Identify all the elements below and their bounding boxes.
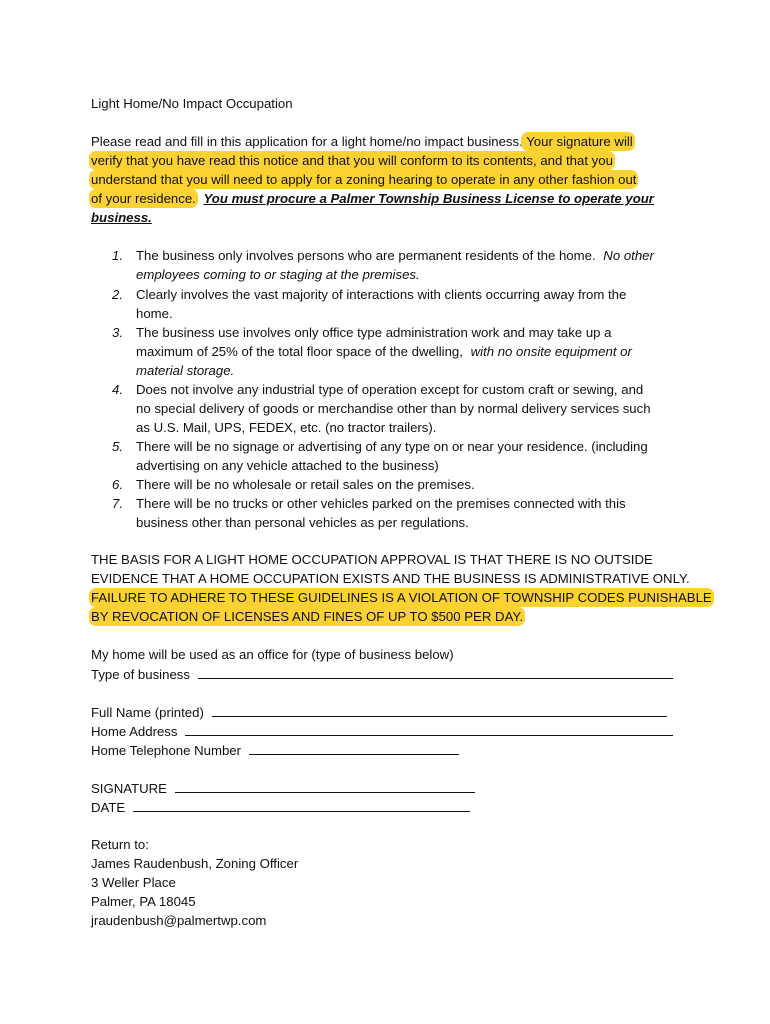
date-field [91, 797, 470, 817]
intro-line-2 [91, 151, 613, 170]
license-notice: business. [91, 210, 152, 225]
rule-text: as U.S. Mail, UPS, FEDEX, etc. (no tractor trailers). [136, 420, 437, 435]
return-name: James Raudenbush, Zoning Officer [91, 856, 299, 871]
home-phone-field [91, 740, 459, 760]
rule-number: 1. [112, 248, 123, 263]
signature-label: SIGNATURE [91, 781, 167, 796]
page-title: Light Home/No Impact Occupation [91, 96, 293, 111]
list-item: Does not involve any industrial type of operation except for custom craft or sewing, and [136, 382, 644, 397]
intro-line-3 [91, 170, 636, 189]
rule-number: 3. [112, 325, 123, 340]
license-notice: You must procure a Palmer Township Business License to operate your [203, 191, 654, 206]
intro-text: Please read and fill in this application for a light home/no impact business. [91, 134, 523, 149]
type-of-business-field [91, 664, 673, 684]
list-item: There will be no signage or advertising of any type on or near your residence. (including [136, 439, 648, 454]
type-of-business-label: Type of business [91, 667, 190, 682]
office-for-label: My home will be used as an office for (type of business below) [91, 647, 454, 662]
list-item: There will be no wholesale or retail sales on the premises. [136, 477, 475, 492]
home-address-input[interactable] [185, 721, 673, 736]
rule-number: 4. [112, 382, 123, 397]
rule-text [136, 342, 632, 361]
home-phone-input[interactable] [249, 740, 459, 755]
intro-highlight: of your residence. [91, 191, 196, 206]
rule-number: 5. [112, 439, 123, 454]
list-item: There will be no trucks or other vehicles parked on the premises connected with this [136, 496, 626, 511]
rule-text: advertising on any vehicle attached to the business) [136, 458, 439, 473]
return-label: Return to: [91, 837, 149, 852]
home-address-label: Home Address [91, 724, 178, 739]
rule-text-italic: No other [603, 248, 654, 263]
full-name-input[interactable] [212, 702, 667, 717]
warning-line-2 [91, 607, 523, 626]
rule-text-italic: material storage. [136, 363, 235, 378]
rule-number: 2. [112, 287, 123, 302]
warning-highlight: FAILURE TO ADHERE TO THESE GUIDELINES IS A VIOLATION OF TOWNSHIP CODES PUNISHABLE [91, 590, 712, 605]
rule-text: home. [136, 306, 173, 321]
list-item: The business use involves only office type administration work and may take up a [136, 325, 612, 340]
type-of-business-input[interactable] [198, 664, 673, 679]
warning-line-1 [91, 588, 712, 607]
signature-input[interactable] [175, 778, 475, 793]
warning-highlight: BY REVOCATION OF LICENSES AND FINES OF UP TO $500 PER DAY. [91, 609, 524, 624]
full-name-label: Full Name (printed) [91, 705, 204, 720]
signature-field [91, 778, 475, 798]
rule-text: business other than personal vehicles as per regulations. [136, 515, 469, 530]
intro-line-1 [91, 132, 633, 151]
intro-highlight: Your signature will [522, 134, 633, 149]
rule-number: 6. [112, 477, 123, 492]
basis-line-2: EVIDENCE THAT A HOME OCCUPATION EXISTS AND THE BUSINESS IS ADMINISTRATIVE ONLY. [91, 571, 690, 586]
return-city: Palmer, PA 18045 [91, 894, 196, 909]
list-item [136, 246, 654, 265]
home-phone-label: Home Telephone Number [91, 743, 242, 758]
list-item: Clearly involves the vast majority of interactions with clients occurring away from the [136, 287, 627, 302]
home-address-field [91, 721, 673, 741]
intro-line-4 [91, 189, 654, 208]
basis-line-1: THE BASIS FOR A LIGHT HOME OCCUPATION APPROVAL IS THAT THERE IS NO OUTSIDE [91, 552, 653, 567]
date-input[interactable] [133, 797, 470, 812]
rule-text: no special delivery of goods or merchandise other than by normal delivery services such [136, 401, 651, 416]
intro-line-5 [91, 208, 152, 227]
rule-number: 7. [112, 496, 123, 511]
rule-text-italic: employees coming to or staging at the premises. [136, 267, 420, 282]
return-email: jraudenbush@palmertwp.com [91, 913, 267, 928]
return-street: 3 Weller Place [91, 875, 176, 890]
full-name-field [91, 702, 667, 722]
intro-highlight: understand that you will need to apply for a zoning hearing to operate in any other fashion out [91, 172, 637, 187]
intro-highlight: verify that you have read this notice and that you will conform to its contents, and that you [91, 153, 613, 168]
rule-text-italic: with no onsite equipment or [470, 344, 632, 359]
date-label: DATE [91, 800, 126, 815]
rule-text: maximum of 25% of the total floor space of the dwelling, [136, 344, 463, 359]
rule-text: The business only involves persons who are permanent residents of the home. [136, 248, 596, 263]
